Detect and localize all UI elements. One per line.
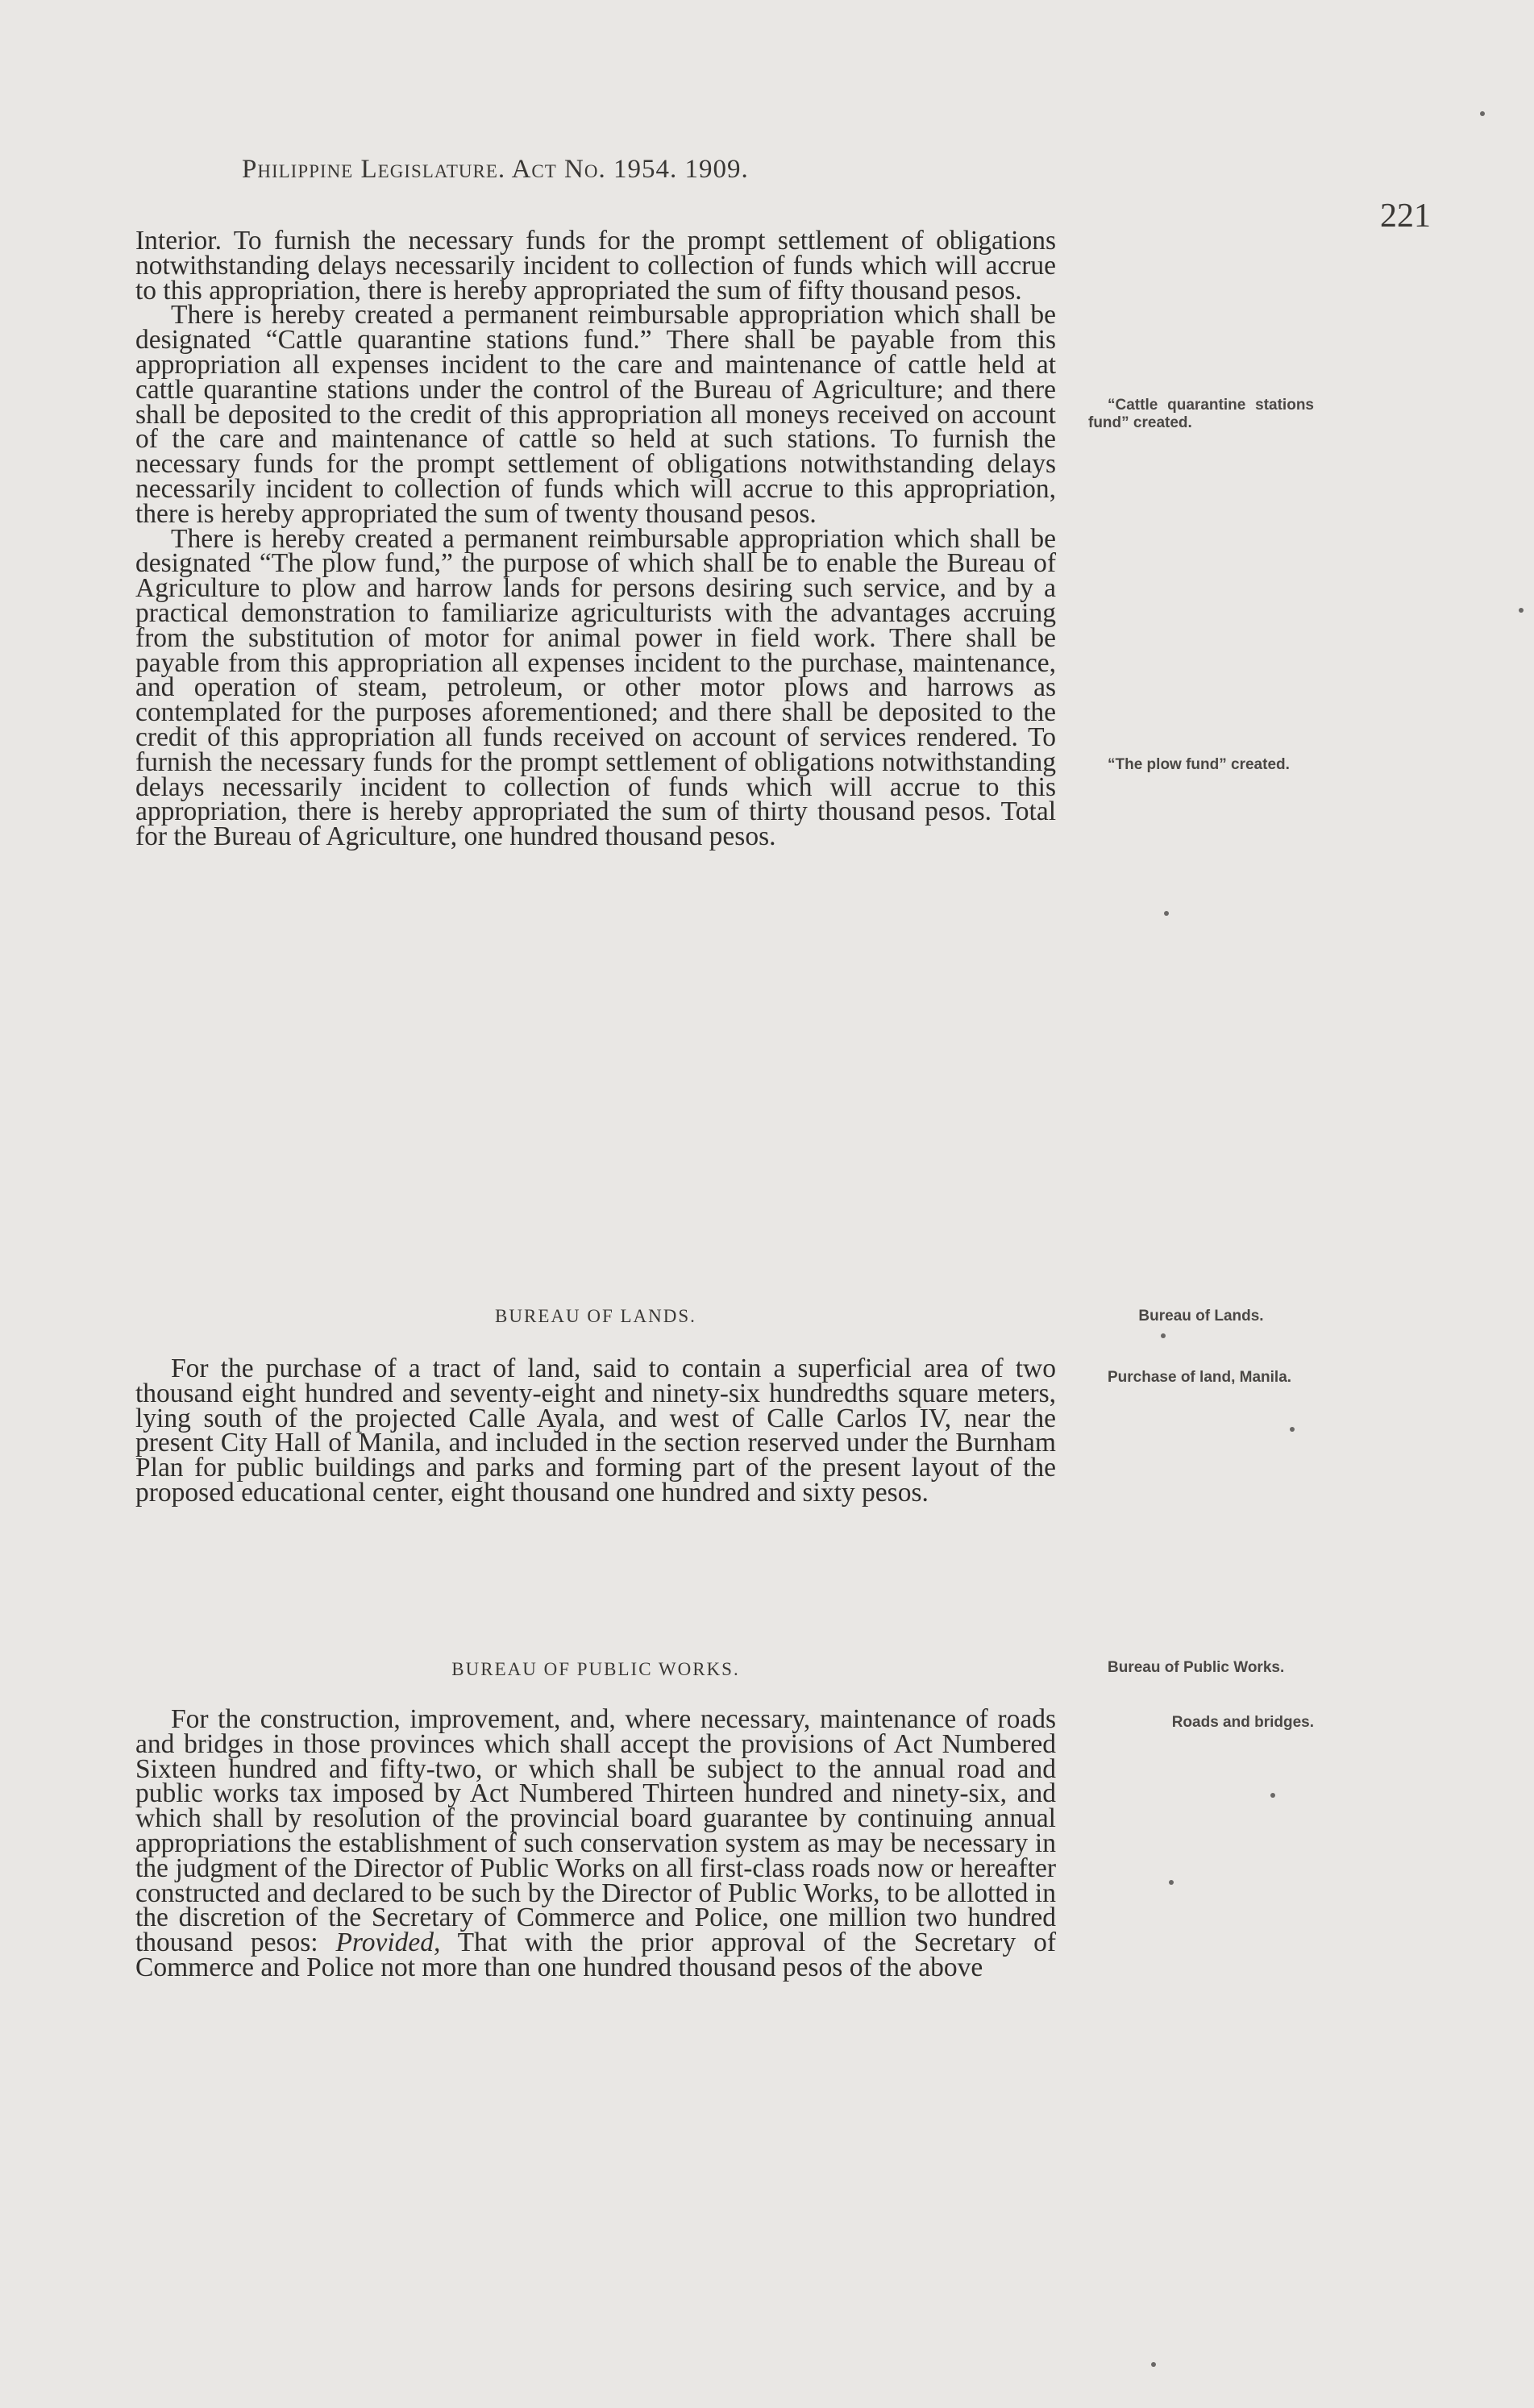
heading-bureau-of-public-works: BUREAU OF PUBLIC WORKS. [451, 1659, 740, 1679]
paragraph-interior: Interior. To furnish the necessary funds for the prompt settlement of obligations notwithstanding delays necessarily incident to collection of funds which will accrue to this appropriation, there is hereby appropriated the sum of fifty thousand pesos. [135, 226, 1056, 306]
paper-speck [1151, 2362, 1156, 2367]
paper-speck [1519, 608, 1524, 613]
margin-note-bureau-of-public-works: Bureau of Public Works. [1108, 1659, 1285, 1676]
lands-section [135, 1354, 1056, 1508]
paper-speck [1480, 111, 1485, 116]
paragraph-land-purchase: For the purchase of a tract of land, said to contain a superficial area of two thousand eight hundred and seventy-eight and ninety-six hundredths square meters, lying south of the projected Calle Ayala, and west of Calle Carlos IV, near the present City Hall of Manila, and included in the section reserved under the Burnham Plan for public buildings and parks and forming part of the present layout of the proposed educational center, eight thousand one hundred and sixty pesos. [135, 1354, 1056, 1508]
heading-bureau-of-lands: BUREAU OF LANDS. [495, 1306, 696, 1326]
paper-speck [1161, 1333, 1166, 1338]
margin-note-cattle-fund: “Cattle quarantine stations fund” created. [1088, 397, 1314, 431]
paragraph-roads-bridges [135, 1704, 1056, 1982]
paragraph-plow-fund: There is hereby created a permanent reimbursable appropriation which shall be designated “The plow fund,” the purpose of which shall be to enable the Bureau of Agriculture to plow and harrow lands for persons desiring such service, and by a practical demonstration to familiarize agriculturists with the advantages accruing from the substitution of motor for animal power in field work. There shall be payable from this appropriation all expenses incident to the purchase, maintenance, and operation of steam, petroleum, or other motor plows and harrows as contemplated for the purposes aforementioned; and there shall be deposited to the credit of this appropriation all funds received on account of services rendered. To furnish the necessary funds for the prompt settlement of obligations notwithstanding delays necessarily incident to collection of funds which will accrue to this appropriation, there is hereby appropriated the sum of thirty thousand pesos. Total for the Bureau of Agriculture, one hundred thousand pesos. [135, 523, 1056, 852]
paper-speck [1290, 1427, 1295, 1432]
margin-note-purchase-of-land: Purchase of land, Manila. [1108, 1369, 1292, 1386]
paper-speck [1164, 911, 1169, 916]
paper-speck [1270, 1793, 1275, 1798]
provided-italic: Provided, [335, 1928, 441, 1958]
margin-note-roads-and-bridges: Roads and bridges. [1171, 1714, 1314, 1731]
roads-text-after: That with the prior approval of the Secretary of Commerce and Police not more than one hundred thousand pesos of the above [135, 1928, 1056, 1982]
running-head: Philippine Legislature. Act No. 1954. 1909. [242, 155, 749, 184]
margin-note-bureau-of-lands: Bureau of Lands. [1138, 1308, 1264, 1325]
page-number: 221 [1380, 198, 1431, 235]
paragraph-cattle-fund: There is hereby created a permanent reimbursable appropriation which shall be designated “Cattle quarantine stations fund.” There shall be payable from this appropriation all expenses incident to the care and maintenance of cattle held at cattle quarantine stations under the control of the Bureau of Agriculture; and there shall be deposited to the credit of this appropriation all moneys received on account of the care and maintenance of cattle so held at such stations. To furnish the necessary funds for the prompt settlement of obligations notwithstanding delays necessarily incident to collection of funds which will accrue to this appropriation, there is hereby appropriated the sum of twenty thousand pesos. [135, 300, 1056, 529]
roads-text-before: For the construction, improvement, and, where necessary, maintenance of roads and bridges in those provinces which shall accept the provisions of Act Numbered Sixteen hundred and fifty-two, or which shall be subject to the annual road and public works tax imposed by Act Numbered Thirteen hundred and ninety-six, and which shall by resolution of the provincial board guarantee by continuing annual appropriations the establishment of such conservation system as may be necessary in the judgment of the Director of Public Works on all first-class roads now or hereafter constructed and declared to be such by the Director of Public Works, to be allotted in the discretion of the Secretary of Commerce and Police, one million two hundred thousand pesos: [135, 1704, 1056, 1958]
agriculture-section [135, 226, 1056, 852]
public-works-section [135, 1704, 1056, 1982]
margin-note-plow-fund: “The plow fund” created. [1108, 756, 1290, 773]
paper-speck [1169, 1880, 1174, 1885]
